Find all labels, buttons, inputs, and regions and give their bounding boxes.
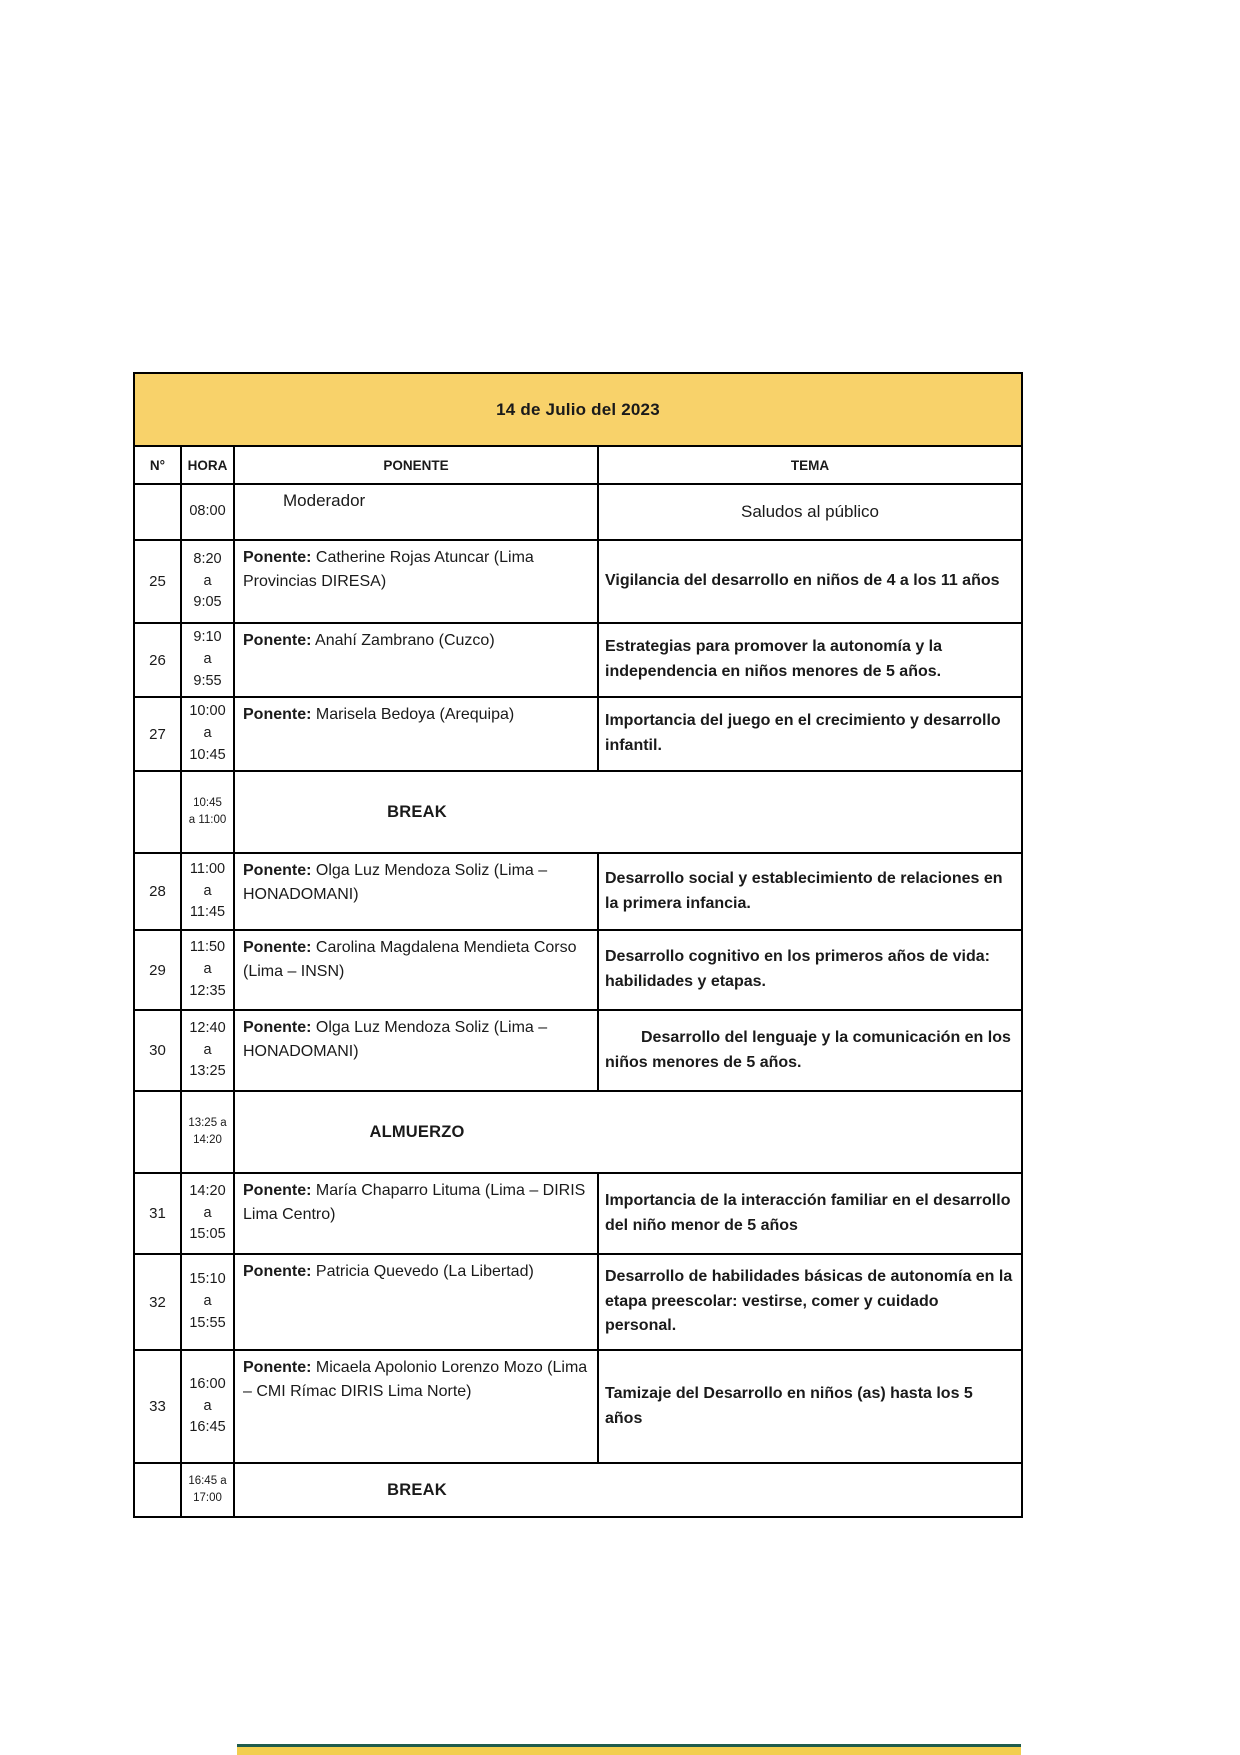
session-time bbox=[181, 1010, 234, 1091]
speaker-cell bbox=[234, 1350, 598, 1463]
schedule-row bbox=[134, 1173, 1022, 1254]
session-number: 27 bbox=[134, 697, 181, 771]
speaker-cell bbox=[234, 1173, 598, 1254]
schedule-table bbox=[133, 372, 1023, 1518]
session-number bbox=[134, 771, 181, 853]
time-line: 16:45 bbox=[189, 1419, 226, 1436]
topic-cell: Vigilancia del desarrollo en niños de 4 a los 11 años bbox=[598, 540, 1022, 623]
topic-cell: Desarrollo de habilidades básicas de autonomía en la etapa preescolar: vestirse, comer y cuidado personal. bbox=[598, 1254, 1022, 1350]
speaker-cell bbox=[234, 540, 598, 623]
speaker-name: Olga Luz Mendoza Soliz (Lima – HONADOMANI) bbox=[243, 1019, 548, 1060]
time-line: a bbox=[203, 572, 212, 589]
speaker-prefix: Ponente: bbox=[243, 549, 312, 566]
speaker-name: Anahí Zambrano (Cuzco) bbox=[315, 632, 495, 649]
break-cell bbox=[234, 1463, 1022, 1517]
session-time bbox=[181, 1091, 234, 1173]
time-line: 14:20 bbox=[189, 1182, 226, 1199]
greeting-cell: Saludos al público bbox=[598, 484, 1022, 540]
time-line: 13:25 bbox=[189, 1063, 226, 1080]
time-line: 10:00 bbox=[189, 703, 226, 720]
time-line: 16:45 a bbox=[188, 1474, 227, 1487]
topic-cell: Importancia de la interacción familiar en el desarrollo del niño menor de 5 años bbox=[598, 1173, 1022, 1254]
speaker-prefix: Ponente: bbox=[243, 1359, 312, 1376]
time-line: 08:00 bbox=[189, 503, 226, 520]
speaker-name: María Chaparro Lituma (Lima – DIRIS Lima Centro) bbox=[243, 1182, 586, 1223]
time-line: 16:00 bbox=[189, 1375, 226, 1392]
break-label: BREAK bbox=[387, 1480, 447, 1499]
speaker-prefix: Ponente: bbox=[243, 1263, 312, 1280]
speaker-name: Micaela Apolonio Lorenzo Mozo (Lima – CMI Rímac DIRIS Lima Norte) bbox=[243, 1359, 588, 1400]
break-label: BREAK bbox=[387, 802, 447, 821]
session-number: 26 bbox=[134, 623, 181, 697]
schedule-row bbox=[134, 697, 1022, 771]
session-number: 29 bbox=[134, 930, 181, 1010]
session-number bbox=[134, 1091, 181, 1173]
time-line: 12:35 bbox=[189, 982, 226, 999]
time-line: 17:00 bbox=[193, 1492, 222, 1504]
session-time bbox=[181, 1350, 234, 1463]
time-line: 11:45 bbox=[189, 904, 226, 921]
time-line: 10:45 bbox=[193, 796, 222, 809]
table-title: 14 de Julio del 2023 bbox=[134, 373, 1022, 446]
session-time bbox=[181, 697, 234, 771]
schedule-row bbox=[134, 484, 1022, 540]
time-line: 11:00 bbox=[189, 860, 226, 877]
speaker-prefix: Ponente: bbox=[243, 706, 312, 723]
moderator-cell: Moderador bbox=[234, 484, 598, 540]
time-line: 15:05 bbox=[189, 1226, 226, 1243]
break-label: ALMUERZO bbox=[369, 1122, 465, 1141]
time-line: 15:10 bbox=[189, 1271, 226, 1288]
session-number: 31 bbox=[134, 1173, 181, 1254]
break-row bbox=[134, 771, 1022, 853]
time-line: a bbox=[203, 1204, 212, 1221]
time-line: 8:20 bbox=[193, 550, 222, 567]
time-line: 12:40 bbox=[189, 1019, 226, 1036]
speaker-cell bbox=[234, 697, 598, 771]
break-cell bbox=[234, 771, 1022, 853]
schedule-row bbox=[134, 1254, 1022, 1350]
speaker-prefix: Ponente: bbox=[243, 632, 312, 649]
session-time bbox=[181, 1254, 234, 1350]
speaker-prefix: Ponente: bbox=[243, 939, 312, 956]
speaker-prefix: Ponente: bbox=[243, 1019, 312, 1036]
break-row bbox=[134, 1463, 1022, 1517]
time-line: a bbox=[203, 882, 212, 899]
time-line: 13:25 a bbox=[188, 1116, 227, 1129]
schedule-row bbox=[134, 1010, 1022, 1091]
col-header-ponente: PONENTE bbox=[234, 446, 598, 484]
time-line: a bbox=[203, 1041, 212, 1058]
speaker-cell bbox=[234, 853, 598, 930]
time-line: 9:55 bbox=[193, 672, 222, 689]
speaker-prefix: Ponente: bbox=[243, 862, 312, 879]
time-line: a bbox=[203, 1397, 212, 1414]
session-time bbox=[181, 1463, 234, 1517]
schedule-row bbox=[134, 930, 1022, 1010]
break-cell bbox=[234, 1091, 1022, 1173]
speaker-cell bbox=[234, 930, 598, 1010]
session-time bbox=[181, 540, 234, 623]
time-line: 15:55 bbox=[189, 1314, 226, 1331]
schedule-row bbox=[134, 623, 1022, 697]
session-time bbox=[181, 853, 234, 930]
schedule-row bbox=[134, 853, 1022, 930]
speaker-cell bbox=[234, 1254, 598, 1350]
speaker-name: Carolina Magdalena Mendieta Corso (Lima – INSN) bbox=[243, 939, 577, 980]
session-number: 32 bbox=[134, 1254, 181, 1350]
speaker-name: Marisela Bedoya (Arequipa) bbox=[315, 706, 515, 723]
session-number: 25 bbox=[134, 540, 181, 623]
session-time bbox=[181, 1173, 234, 1254]
speaker-name: Catherine Rojas Atuncar (Lima Provincias DIRESA) bbox=[243, 549, 534, 590]
session-number bbox=[134, 484, 181, 540]
time-line: 10:45 bbox=[189, 746, 226, 763]
col-header-tema: TEMA bbox=[598, 446, 1022, 484]
time-line: a bbox=[203, 651, 212, 668]
schedule-row bbox=[134, 1350, 1022, 1463]
session-number: 33 bbox=[134, 1350, 181, 1463]
topic-cell: Desarrollo del lenguaje y la comunicación en los niños menores de 5 años. bbox=[598, 1010, 1022, 1091]
session-time bbox=[181, 484, 234, 540]
topic-cell: Desarrollo social y establecimiento de relaciones en la primera infancia. bbox=[598, 853, 1022, 930]
session-time bbox=[181, 771, 234, 853]
time-line: a 11:00 bbox=[188, 814, 227, 826]
speaker-cell bbox=[234, 1010, 598, 1091]
speaker-name: Olga Luz Mendoza Soliz (Lima – HONADOMANI) bbox=[243, 862, 548, 903]
speaker-name: Patricia Quevedo (La Libertad) bbox=[315, 1263, 534, 1280]
session-time bbox=[181, 623, 234, 697]
time-line: a bbox=[203, 725, 212, 742]
col-header-num: N° bbox=[134, 446, 181, 484]
title-row bbox=[134, 373, 1022, 446]
col-header-hora: HORA bbox=[181, 446, 234, 484]
time-line: a bbox=[203, 1293, 212, 1310]
topic-cell: Estrategias para promover la autonomía y la independencia en niños menores de 5 años. bbox=[598, 623, 1022, 697]
time-line: a bbox=[203, 961, 212, 978]
time-line: 9:05 bbox=[193, 594, 222, 611]
speaker-prefix: Ponente: bbox=[243, 1182, 312, 1199]
speaker-cell bbox=[234, 623, 598, 697]
session-number: 30 bbox=[134, 1010, 181, 1091]
session-number bbox=[134, 1463, 181, 1517]
time-line: 14:20 bbox=[193, 1134, 222, 1146]
topic-cell: Importancia del juego en el crecimiento y desarrollo infantil. bbox=[598, 697, 1022, 771]
schedule-row bbox=[134, 540, 1022, 623]
session-number: 28 bbox=[134, 853, 181, 930]
topic-cell: Desarrollo cognitivo en los primeros años de vida: habilidades y etapas. bbox=[598, 930, 1022, 1010]
break-row bbox=[134, 1091, 1022, 1173]
column-header-row bbox=[134, 446, 1022, 484]
session-time bbox=[181, 930, 234, 1010]
time-line: 9:10 bbox=[193, 629, 222, 646]
time-line: 11:50 bbox=[189, 939, 226, 956]
next-page-table-edge bbox=[237, 1744, 1021, 1755]
topic-cell: Tamizaje del Desarrollo en niños (as) hasta los 5 años bbox=[598, 1350, 1022, 1463]
